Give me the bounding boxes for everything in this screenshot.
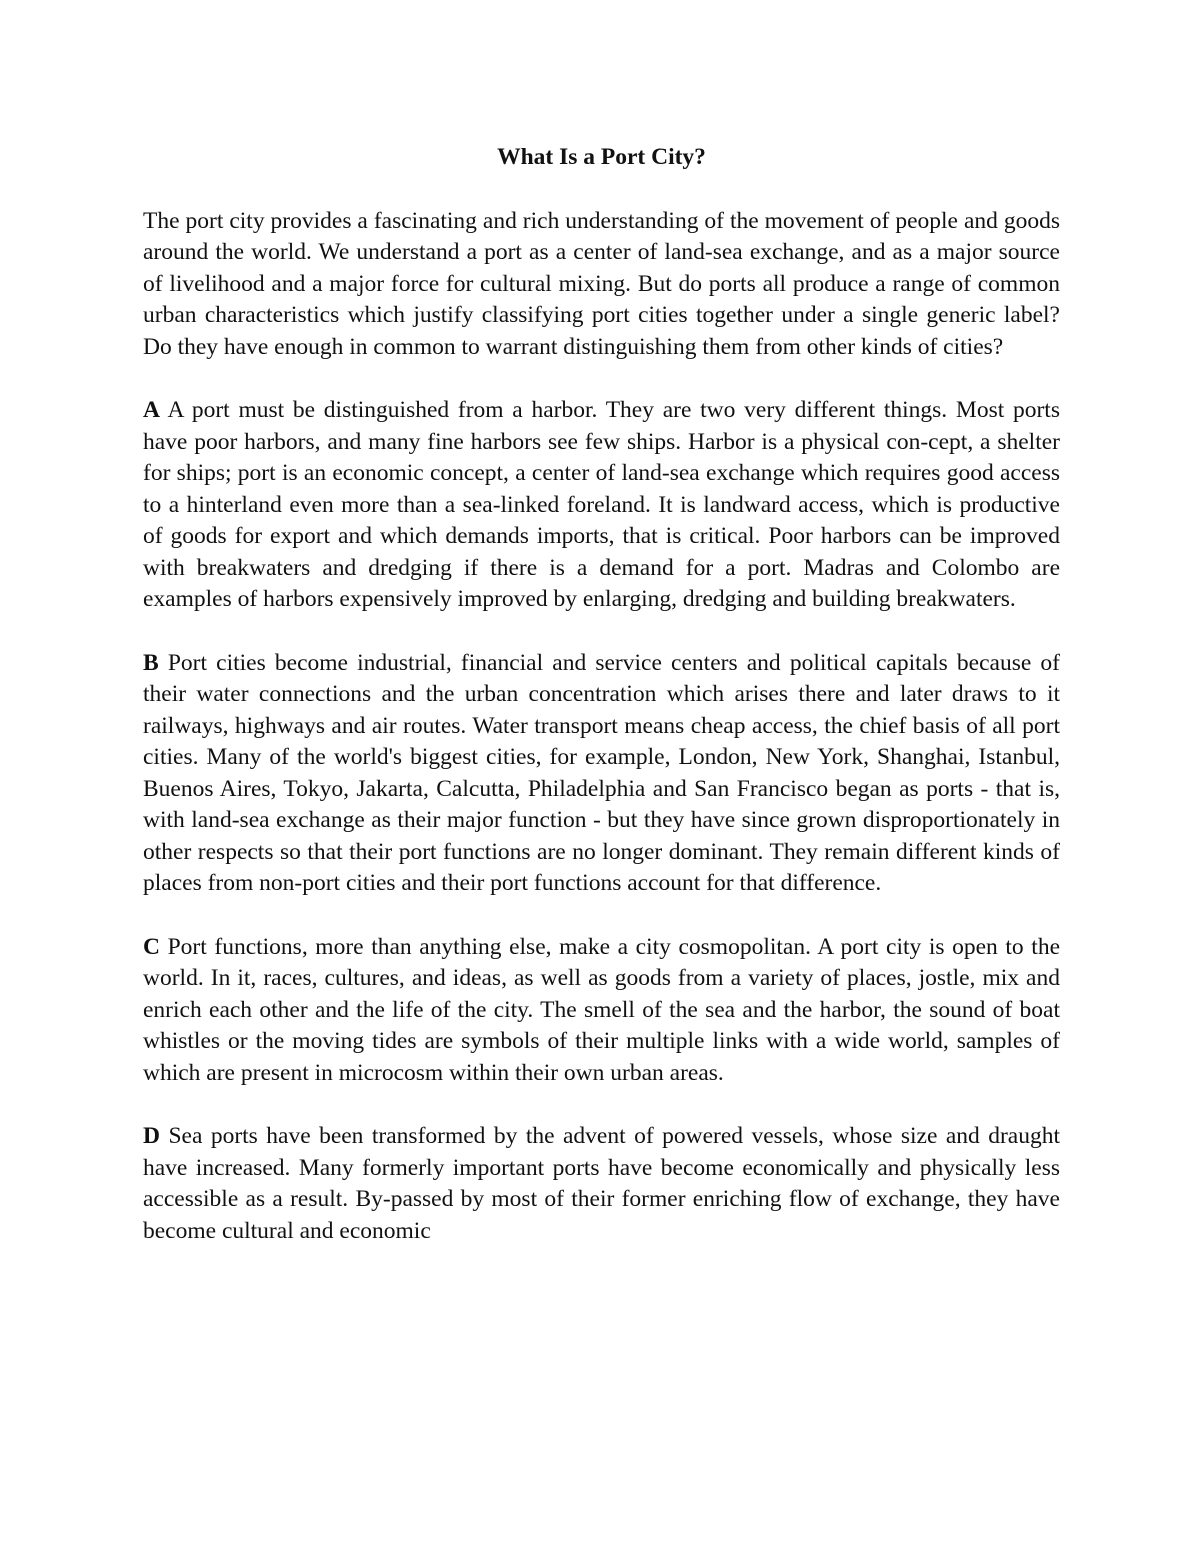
- section-d-letter: D: [143, 1123, 160, 1149]
- section-c-letter: C: [143, 933, 160, 960]
- intro-paragraph: The port city provides a fascinating and rich understanding of the movement of people and goods around the world. We understand a port as a center of land-sea exchange, and as a major source of livelihood and a major force for cultural mixing. But do ports all produce a range of common urban characteristics which justify classifying port cities together under a single generic label? Do they have enough in common to warrant distinguishing them from other kinds of cities?: [143, 207, 1060, 360]
- section-c-paragraph: [143, 932, 1060, 1090]
- section-c-text: Port functions, more than anything else, make a city cosmopolitan. A port city is open to the world. In it, races, cultures, and ideas, as well as goods from a variety of places, jostle, mix and enrich each other and the life of the city. The smell of the sea and the harbor, the sound of boat whistles or the moving tides are symbols of their multiple links with a wide world, samples of which are present in microcosm within their own urban areas.: [143, 933, 1060, 1086]
- section-b-letter: B: [143, 649, 159, 676]
- section-d-paragraph: [143, 1121, 1060, 1247]
- section-a-paragraph: [143, 395, 1060, 616]
- section-b-text: Port cities become industrial, financial and service centers and political capitals because of their water connections and the urban concentration which arises there and later draws to it railways, highways and air routes. Water transport means cheap access, the chief basis of all port cities. Many of the world's biggest cities, for example, London, New York, Shanghai, Istanbul, Buenos Aires, Tokyo, Jakarta, Calcutta, Philadelphia and San Francisco began as ports - that is, with land-sea exchange as their major function - but they have since grown disproportionately in other respects so that their port functions are no longer dominant. They remain different kinds of places from non-port cities and their port functions account for that difference.: [143, 649, 1060, 896]
- section-a-text: A port must be distinguished from a harbor. They are two very different things. Most ports have poor harbors, and many fine harbors see few ships. Harbor is a physical con-cept, a shelter for ships; port is an economic concept, a center of land-sea exchange which requires good access to a hinterland even more than a sea-linked foreland. It is landward access, which is productive of goods for export and which demands imports, that is critical. Poor harbors can be improved with breakwaters and dredging if there is a demand for a port. Madras and Colombo are examples of harbors expensively improved by enlarging, dredging and building breakwaters.: [143, 397, 1060, 612]
- section-d-text: Sea ports have been transformed by the advent of powered vessels, whose size and draught have increased. Many formerly important ports have become economically and physically less accessible as a result. By-passed by most of their former enriching flow of exchange, they have become cultural and economic: [143, 1123, 1060, 1244]
- document-title: What Is a Port City?: [497, 144, 706, 170]
- document-body: [143, 142, 1060, 1279]
- section-b-paragraph: [143, 648, 1060, 900]
- section-a-letter: A: [143, 397, 160, 423]
